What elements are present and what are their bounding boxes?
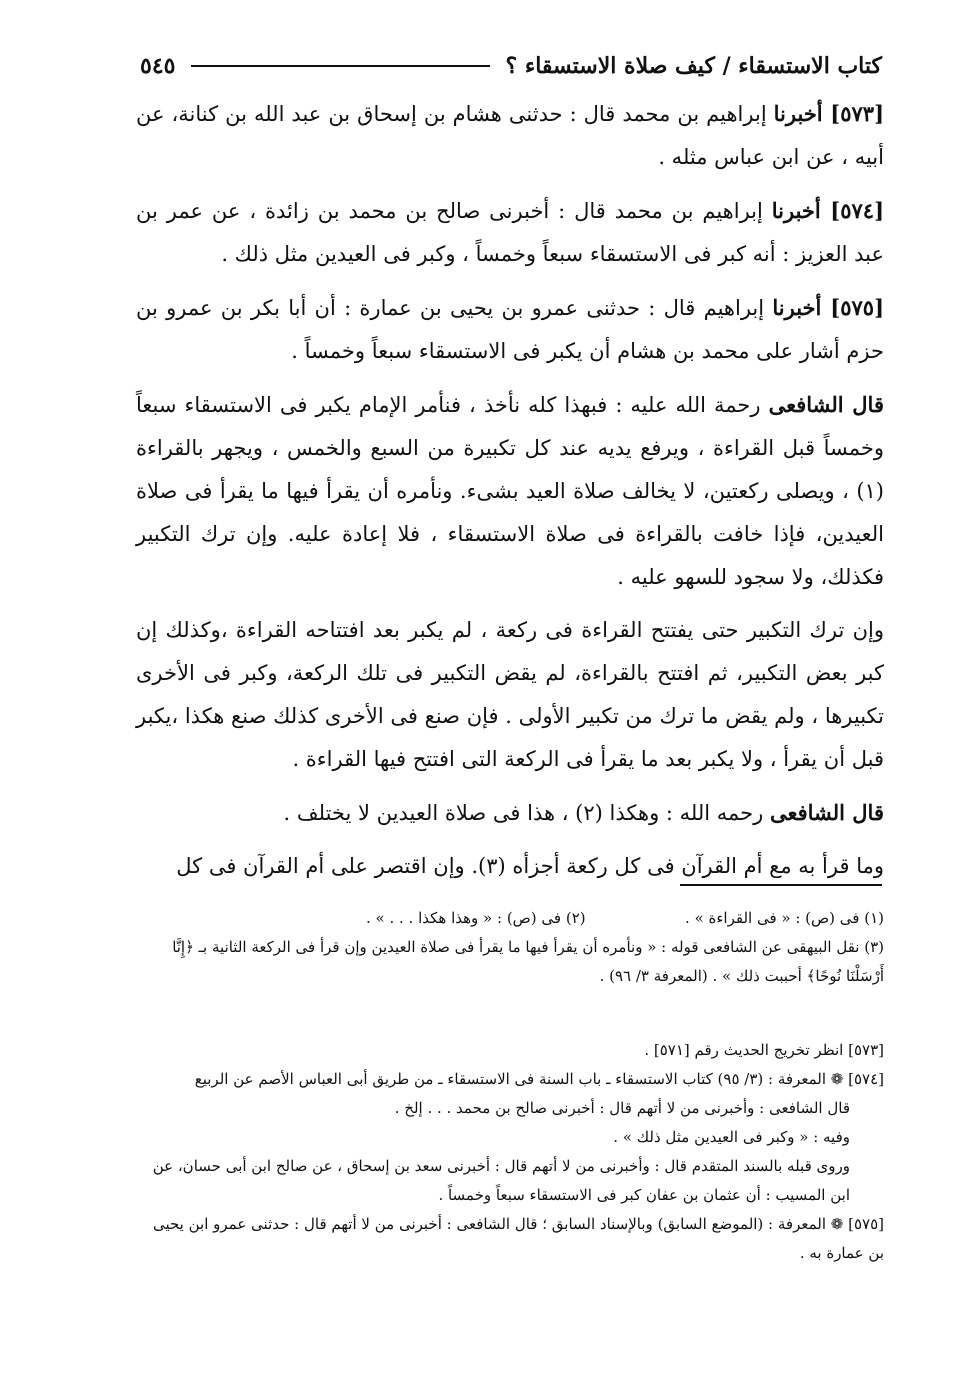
footnote-row <box>136 904 884 933</box>
paragraph-lead: قال الشافعى <box>769 800 884 825</box>
reference-item: [٥٧٤] ❁ المعرفة : (٣/ ٩٥) كتاب الاستسقاء ـ باب السنة فى الاستسقاء ـ من طريق أبى العباس الأصم عن الربيع <box>194 1070 884 1088</box>
header-rule <box>191 65 489 67</box>
paragraph-continues <box>136 845 884 888</box>
paragraph-574 <box>136 189 884 276</box>
footnote-1: (١) فى (ص) : « فى القراءة » . <box>685 909 884 927</box>
paragraph-text: وإن ترك التكبير حتى يفتتح القراءة فى ركعة ، لم يكبر بعد افتتاحه القراءة ،وكذلك إن كبر بعض التكبير، ثم افتتح بالقراءة، لم يقض التكبير فى تلك الركعة، وكبر فى الأخرى تكبيرها ، ولم يقض ما ترك من تكبير الأولى . فإن صنع فى الأخرى كذلك صنع هكذا ،يكبر قبل أن يقرأ ، ولا يكبر بعد ما يقرأ فى الركعة التى افتتح فيها القراءة . <box>136 618 884 771</box>
paragraph-575 <box>136 286 884 373</box>
paragraph-shafii-2 <box>136 791 884 835</box>
paragraph-lead: قال الشافعى <box>768 392 884 417</box>
footnote-3: (٣) نقل البيهقى عن الشافعى قوله : « ونأمره أن يقرأ فيها ما يقرأ فى صلاة العيدين وإن قرأ فى الركعة الثانية بـ ﴿إِنَّا أَرْسَلْنَا نُوحًا﴾ أحببت ذلك » . (المعرفة ٣/ ٩٦) . <box>172 938 884 985</box>
hadith-references <box>136 1036 884 1268</box>
paragraph-573 <box>136 92 884 179</box>
reference-item: [٥٧٥] ❁ المعرفة : (الموضع السابق) وبالإسناد السابق ؛ قال الشافعى : أخبرنى من لا أتهم قال : حدثنى عمرو ابن يحيى بن عمارة به . <box>152 1215 884 1262</box>
page-number: ٥٤٥ <box>140 53 176 79</box>
paragraph-text: رحمة الله عليه : فبهذا كله نأخذ ، فنأمر الإمام يكبر فى الاستسقاء سبعاً وخمساً قبل القراءة ، ويرفع يديه عند كل تكبيرة من السبع والخمس ، ويجهر بالقراءة (١) ، ويصلى ركعتين، لا يخالف صلاة العيد بشىء. ونأمره أن يقرأ فيها ما يقرأ فى صلاة العيدين، فإذا خافت بالقراءة فى صلاة الاستسقاء ، فلا إعادة عليه. وإن ترك التكبير فكذلك، ولا سجود للسهو عليه . <box>136 393 884 589</box>
footnote-2: (٢) فى (ص) : « وهذا هكذا . . . » . <box>366 909 586 927</box>
paragraph-text: وما قرأ به مع أم القرآن فى كل ركعة أجزأه (٣). وإن اقتصر على أم القرآن فى كل <box>176 854 884 878</box>
paragraph-shafii-1 <box>136 383 884 599</box>
paragraph-lead: [٥٧٣] أخبرنا <box>773 101 884 126</box>
paragraph-text: إبراهيم بن محمد قال : أخبرنى صالح بن محمد بن زائدة ، عن عمر بن عبد العزيز : أنه كبر فى الاستسقاء سبعاً وخمساً ، وكبر فى العيدين مثل ذلك . <box>136 199 884 266</box>
paragraph-takbir <box>136 609 884 781</box>
footnote-separator <box>680 884 882 886</box>
paragraph-lead: [٥٧٤] أخبرنا <box>771 198 884 223</box>
reference-item: قال الشافعى : وأخبرنى من لا أتهم قال : أخبرنى صالح بن محمد . . . إلخ . <box>394 1099 850 1117</box>
footnotes <box>136 904 884 991</box>
paragraph-lead: [٥٧٥] أخبرنا <box>772 295 885 320</box>
running-header <box>140 48 882 84</box>
paragraph-text: رحمه الله : وهكذا (٢) ، هذا فى صلاة العيدين لا يختلف . <box>283 801 770 825</box>
header-title: كتاب الاستسقاء / كيف صلاة الاستسقاء ؟ <box>505 53 882 79</box>
reference-item: وفيه : « وكبر فى العيدين مثل ذلك » . <box>613 1128 850 1146</box>
main-text <box>136 92 884 898</box>
reference-item: [٥٧٣] انظر تخريج الحديث رقم [٥٧١] . <box>644 1041 884 1059</box>
paragraph-text: إبراهيم بن محمد قال : حدثنى هشام بن إسحاق بن عبد الله بن كنانة، عن أبيه ، عن ابن عباس مثله . <box>136 102 884 169</box>
reference-item: وروى قبله بالسند المتقدم قال : وأخبرنى من لا أتهم قال : أخبرنى سعد بن إسحاق ، عن صالح ابن أبى حسان، عن ابن المسيب : أن عثمان بن عفان كبر فى الاستسقاء سبعاً وخمساً . <box>152 1157 850 1204</box>
paragraph-text: إبراهيم قال : حدثنى عمرو بن يحيى بن عمارة : أن أبا بكر بن عمرو بن حزم أشار على محمد بن هشام أن يكبر فى الاستسقاء سبعاً وخمساً . <box>136 296 884 363</box>
